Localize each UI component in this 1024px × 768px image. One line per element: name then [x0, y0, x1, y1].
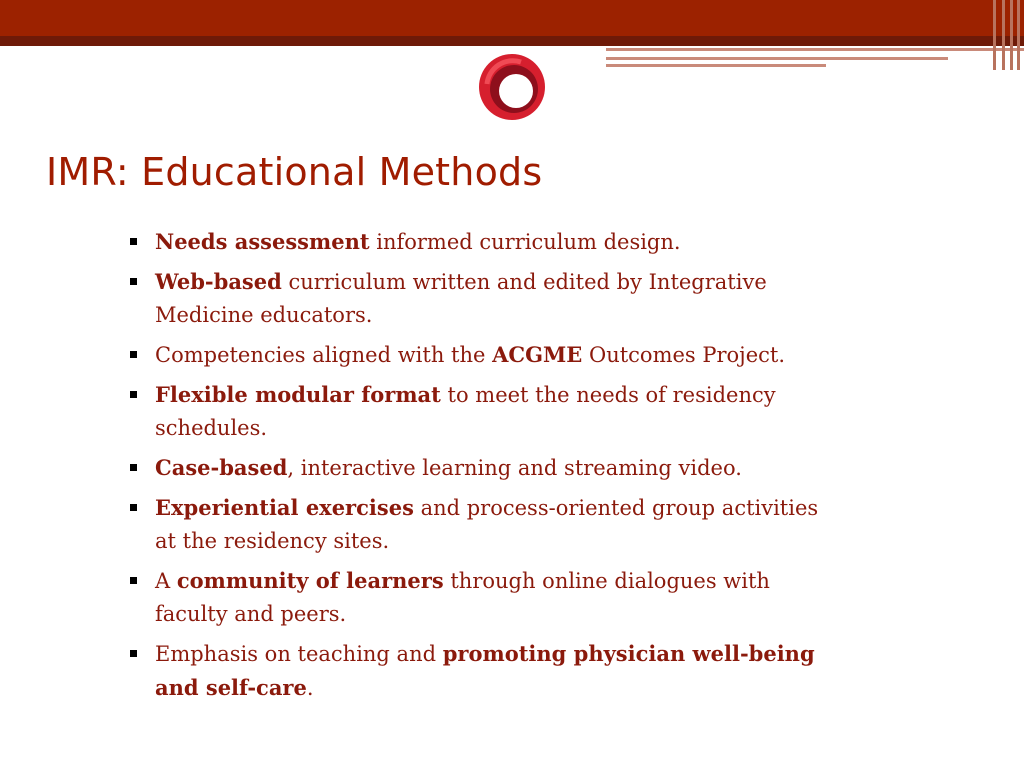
bullet-square-icon [130, 391, 137, 398]
bullet-item [130, 265, 830, 332]
bullet-item [130, 637, 830, 705]
bullet-emphasis: promoting physician well-being and self-care [155, 641, 815, 700]
bullet-item [130, 338, 830, 372]
decorative-stripe [606, 64, 826, 67]
bullet-text: curriculum written and edited by Integrative Medicine educators. [155, 270, 767, 327]
bullet-text: informed curriculum design. [369, 230, 681, 254]
bullet-text: and process-oriented group activities at the residency sites. [155, 496, 819, 553]
bullet-text: through online dialogues with faculty and peers. [155, 569, 770, 626]
header-band-shadow [0, 36, 1024, 46]
bullet-item [130, 491, 830, 558]
bullet-square-icon [130, 351, 137, 358]
decorative-bar [993, 0, 996, 70]
bullet-item [130, 564, 830, 631]
bullet-list [130, 225, 830, 711]
bullet-item [130, 451, 830, 485]
bullet-square-icon [130, 577, 137, 584]
decorative-stripe [606, 48, 1024, 51]
bullet-emphasis: community of learners [176, 568, 444, 593]
bullet-text: Emphasis on teaching and [155, 642, 443, 666]
slide-title: IMR: Educational Methods [46, 150, 543, 194]
bullet-item [130, 225, 830, 259]
bullet-emphasis: Web-based [155, 269, 282, 294]
decorative-stripe [606, 57, 948, 60]
bullet-emphasis: Experiential exercises [155, 495, 414, 520]
bullet-text: to meet the needs of residency schedules. [155, 383, 776, 440]
bullet-emphasis: Flexible modular format [155, 382, 441, 407]
bullet-square-icon [130, 650, 137, 657]
decorative-bar [1010, 0, 1013, 70]
header-band [0, 0, 1024, 36]
bullet-text: , interactive learning and streaming video. [287, 456, 742, 480]
bullet-square-icon [130, 238, 137, 245]
bullet-text: . [306, 676, 314, 700]
decorative-bar [1002, 0, 1005, 70]
bullet-text: Outcomes Project. [582, 343, 785, 367]
red-circle-swirl-icon [477, 52, 547, 122]
bullet-emphasis: ACGME [492, 342, 583, 367]
bullet-item [130, 378, 830, 445]
bullet-square-icon [130, 504, 137, 511]
bullet-text: A [155, 569, 177, 593]
bullet-square-icon [130, 278, 137, 285]
bullet-square-icon [130, 464, 137, 471]
bullet-text: Competencies aligned with the [155, 343, 493, 367]
bullet-emphasis: Case-based [155, 455, 288, 480]
decorative-bar [1017, 0, 1020, 70]
bullet-emphasis: Needs assessment [155, 229, 370, 254]
